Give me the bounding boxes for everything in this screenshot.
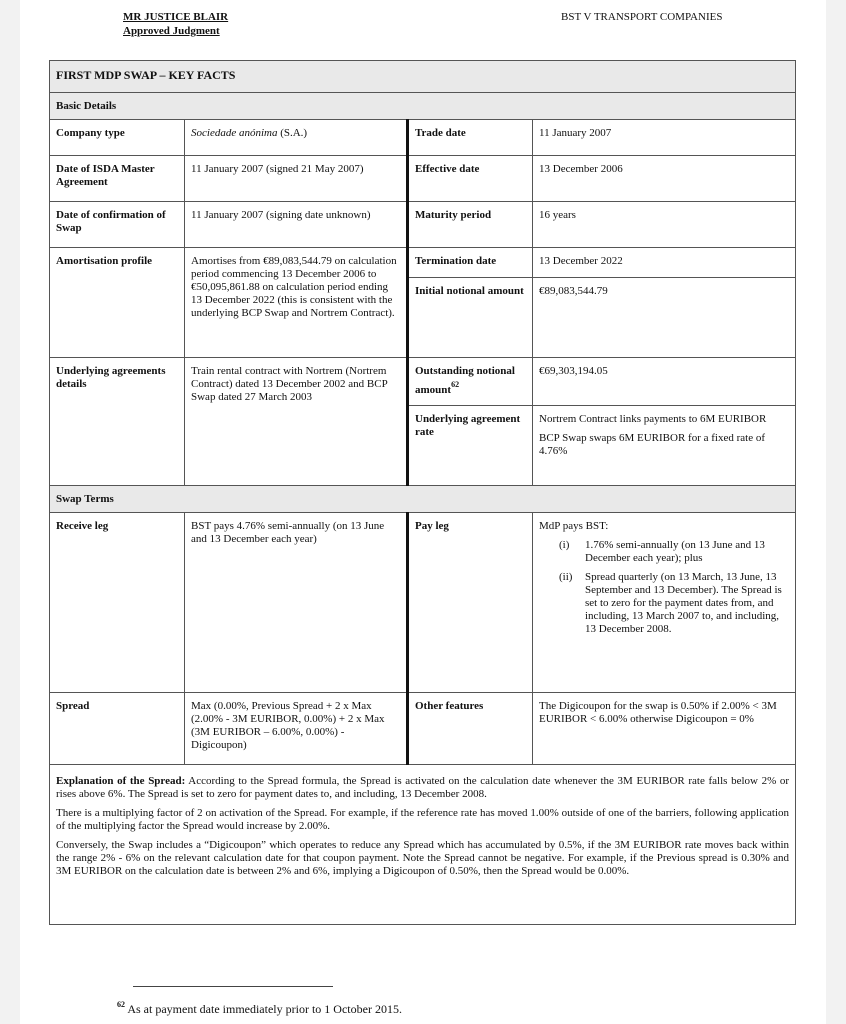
explanation-text: According to the Spread formula, the Spread is activated on the calculation date whenever the 3M EURIBOR rate falls below 2% or rises above 6%. The Spread is set to zero for payment dates to, and including, 13 December 2008.: [56, 775, 790, 800]
underlying-agreements-value: Train rental contract with Nortrem (Nortrem Contract) dated 13 December 2002 and BCP Swap dated 27 March 2003: [185, 358, 408, 486]
maturity-value: 16 years: [533, 202, 796, 248]
amortisation-label: Amortisation profile: [50, 248, 185, 358]
confirmation-label: Date of confirmation of Swap: [50, 202, 185, 248]
pay-leg-item: [559, 539, 789, 565]
footnote: [117, 997, 402, 1017]
explanation-paragraph: There is a multiplying factor of 2 on activation of the Spread. For example, if the reference rate has moved 1.00% outside of one of the barriers, following application of the multiplying factor the Spread would increase by 2.00%.: [56, 807, 790, 832]
footnote-text: As at payment date immediately prior to 1 October 2015.: [127, 1002, 402, 1016]
explanation-heading: Explanation of the Spread:: [56, 775, 186, 787]
receive-leg-value: BST pays 4.76% semi-annually (on 13 June and 13 December each year): [185, 513, 408, 693]
company-type-value: [185, 120, 408, 156]
effective-date-value: 13 December 2006: [533, 156, 796, 202]
explanation-paragraph: Conversely, the Swap includes a “Digicoupon” which operates to reduce any Spread which has accumulated by 0.5%, if the 3M EURIBOR rate moves back within the range 2% - 6% on the relevant calculation date for that coupon payment. Note the Spread cannot be negative. For example, if the Previous spread is 0.30% and 3M EURIBOR on the calculation date is between 2% and 6%, implying a Digicoupon of 0.50%, then the Spread would be 0.00%.: [56, 839, 790, 877]
outstanding-notional-text: Outstanding notional amount: [415, 365, 515, 396]
spread-value: Max (0.00%, Previous Spread + 2 x Max (2.00% - 3M EURIBOR, 0.00%) + 2 x Max (3M EURIBOR – 6.00%, 0.00%) - Digicoupon): [185, 693, 408, 765]
table-title: FIRST MDP SWAP – KEY FACTS: [50, 61, 796, 93]
pay-leg-intro: MdP pays BST:: [539, 520, 609, 532]
footnote-ref[interactable]: 62: [451, 380, 460, 389]
initial-notional-value: €89,083,544.79: [533, 278, 796, 358]
spread-explanation: [50, 765, 796, 925]
receive-leg-label: Receive leg: [50, 513, 185, 693]
pay-item-text: Spread quarterly (on 13 March, 13 June, 13 September and 13 December). The Spread is set to zero for the payment dates from, and including, 13 March 2007 to, and including, 13 December 2008.: [585, 571, 782, 635]
termination-value: 13 December 2022: [533, 248, 796, 278]
company-type-rest: (S.A.): [277, 127, 308, 139]
key-facts-table: [49, 60, 796, 925]
trade-date-label: Trade date: [408, 120, 533, 156]
trade-date-value: 11 January 2007: [533, 120, 796, 156]
outstanding-notional-value: €69,303,194.05: [533, 358, 796, 406]
outstanding-notional-label: [408, 358, 533, 406]
rate-bcp: BCP Swap swaps 6M EURIBOR for a fixed rate of 4.76%: [539, 432, 765, 457]
termination-label: Termination date: [408, 248, 533, 278]
judge-name: MR JUSTICE BLAIR: [123, 11, 229, 23]
pay-item-number: (ii): [559, 571, 573, 583]
header-left: [123, 10, 228, 38]
underlying-agreements-label: Underlying agreements details: [50, 358, 185, 486]
isda-label: Date of ISDA Master Agreement: [50, 156, 185, 202]
pay-leg-item: [559, 571, 789, 636]
document-page: [20, 0, 826, 1024]
spread-label: Spread: [50, 693, 185, 765]
judgment-status: Approved Judgment: [123, 25, 220, 37]
section-swap-terms: Swap Terms: [50, 486, 796, 513]
company-type-label: Company type: [50, 120, 185, 156]
isda-value: 11 January 2007 (signed 21 May 2007): [185, 156, 408, 202]
rate-nortrem: Nortrem Contract links payments to 6M EURIBOR: [539, 413, 767, 425]
maturity-label: Maturity period: [408, 202, 533, 248]
pay-item-text: 1.76% semi-annually (on 13 June and 13 December each year); plus: [585, 539, 765, 564]
initial-notional-label: Initial notional amount: [408, 278, 533, 358]
pay-leg-value: [533, 513, 796, 693]
section-basic-details: Basic Details: [50, 93, 796, 120]
agreement-rate-label: Underlying agreement rate: [408, 406, 533, 486]
effective-date-label: Effective date: [408, 156, 533, 202]
confirmation-value: 11 January 2007 (signing date unknown): [185, 202, 408, 248]
company-type-italic: Sociedade anónima: [191, 127, 278, 139]
case-name: BST V TRANSPORT COMPANIES: [561, 11, 723, 23]
footnote-number: 62: [117, 1000, 125, 1009]
amortisation-value: Amortises from €89,083,544.79 on calculation period commencing 13 December 2006 to €50,095,861.88 on calculation period ending 13 December 2022 (this is consistent with the underlying BCP Swap and Nortrem Contract).: [185, 248, 408, 358]
agreement-rate-value: [533, 406, 796, 486]
pay-item-number: (i): [559, 539, 570, 551]
pay-leg-label: Pay leg: [408, 513, 533, 693]
footnote-divider: [133, 986, 333, 987]
explanation-paragraph: [56, 775, 789, 801]
other-features-value: The Digicoupon for the swap is 0.50% if 2.00% < 3M EURIBOR < 6.00% otherwise Digicoupon = 0%: [533, 693, 796, 765]
other-features-label: Other features: [408, 693, 533, 765]
